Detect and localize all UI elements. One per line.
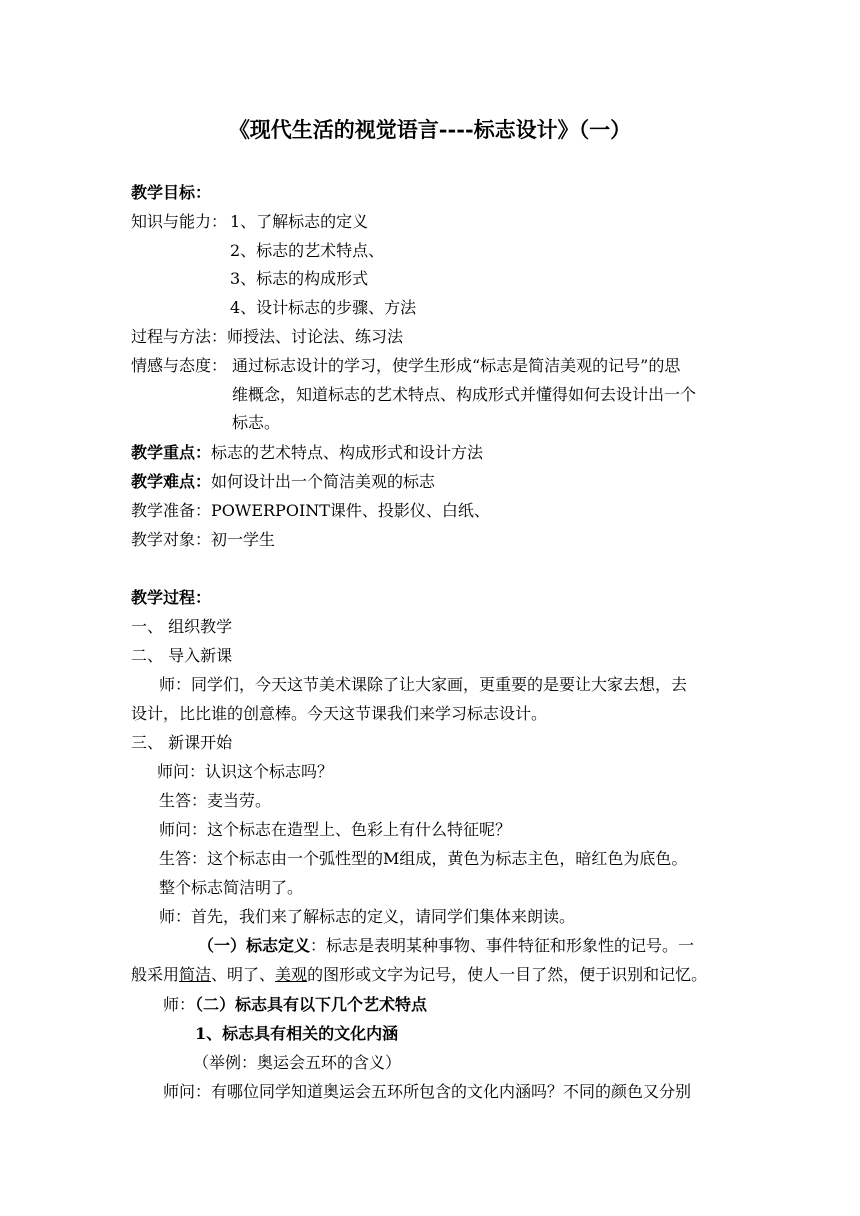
key-point (131, 442, 483, 464)
document-title: 《现代生活的视觉语言----标志设计》（一） (228, 117, 632, 142)
knowledge-item: 4、设计标志的步骤、方法 (230, 298, 417, 317)
knowledge-item: 2、标志的艺术特点、 (230, 241, 385, 260)
intro-line: 设计，比比谁的创意棒。今天这节课我们来学习标志设计。 (131, 704, 548, 723)
definition-text: 的图形或文字为记号，使人一目了然，便于识别和记忆。 (307, 965, 708, 984)
definition-text: 般采用 (131, 965, 180, 984)
dialog-line: 师：首先，我们来了解标志的定义，请同学们集体来朗读。 (159, 907, 576, 926)
emotion-line: 维概念，知道标志的艺术特点、构成形式并懂得如何去设计出一个 (232, 385, 697, 404)
definition-line (131, 964, 707, 986)
knowledge-item: 1、了解标志的定义 (230, 212, 369, 231)
difficult-point (131, 471, 435, 493)
process-method: 过程与方法：师授法、讨论法、练习法 (131, 327, 404, 346)
section-heading: （二）标志具有以下几个艺术特点 (195, 995, 428, 1014)
key-point-text: 标志的艺术特点、构成形式和设计方法 (211, 443, 484, 462)
dialog-line: 生答：麦当劳。 (159, 791, 272, 810)
definition-line (198, 935, 694, 957)
knowledge-label: 知识与能力： (131, 212, 228, 231)
difficult-point-label: 教学难点： (131, 472, 212, 491)
section-prefix: 师： (163, 995, 196, 1014)
section-art-features (163, 994, 427, 1016)
intro-line: 师：同学们，今天这节美术课除了让大家画，更重要的是要让大家去想，去 (159, 675, 688, 694)
key-point-label: 教学重点： (131, 443, 212, 462)
process-heading: 教学过程： (131, 588, 212, 607)
preparation: 教学准备：POWERPOINT课件、投影仪、白纸、 (131, 501, 490, 520)
example-note: （举例：奥运会五环的含义） (193, 1053, 402, 1072)
step-new-lesson: 三、 新课开始 (131, 733, 233, 752)
dialog-line: 师问：认识这个标志吗？ (157, 762, 334, 781)
definition-text: 、明了、 (211, 965, 276, 984)
definition-label: （一）标志定义 (198, 936, 311, 955)
feature-item: 1、标志具有相关的文化内涵 (195, 1024, 399, 1043)
step-organize: 一、 组织教学 (131, 617, 233, 636)
emotion-line: 标志。 (232, 413, 281, 432)
emotion-line: 通过标志设计的学习，使学生形成“标志是简洁美观的记号”的思 (232, 356, 681, 375)
audience: 教学对象：初一学生 (131, 530, 276, 549)
dialog-line: 整个标志简洁明了。 (159, 878, 304, 897)
dialog-line: 师问：这个标志在造型上、色彩上有什么特征呢？ (159, 820, 512, 839)
underlined-term: 简洁 (179, 965, 212, 984)
difficult-point-text: 如何设计出一个简洁美观的标志 (211, 472, 436, 491)
step-introduce: 二、 导入新课 (131, 646, 233, 665)
knowledge-item: 3、标志的构成形式 (230, 269, 369, 288)
dialog-line: 生答：这个标志由一个弧性型的M组成，黄色为标志主色，暗红色为底色。 (159, 849, 688, 868)
emotion-label: 情感与态度： (131, 356, 228, 375)
question-line: 师问：有哪位同学知道奥运会五环所包含的文化内涵吗？不同的颜色又分别 (163, 1082, 692, 1101)
definition-text: ：标志是表明某种事物、事件特征和形象性的记号。一 (310, 936, 695, 955)
objectives-heading: 教学目标： (131, 183, 212, 202)
underlined-term: 美观 (275, 965, 308, 984)
